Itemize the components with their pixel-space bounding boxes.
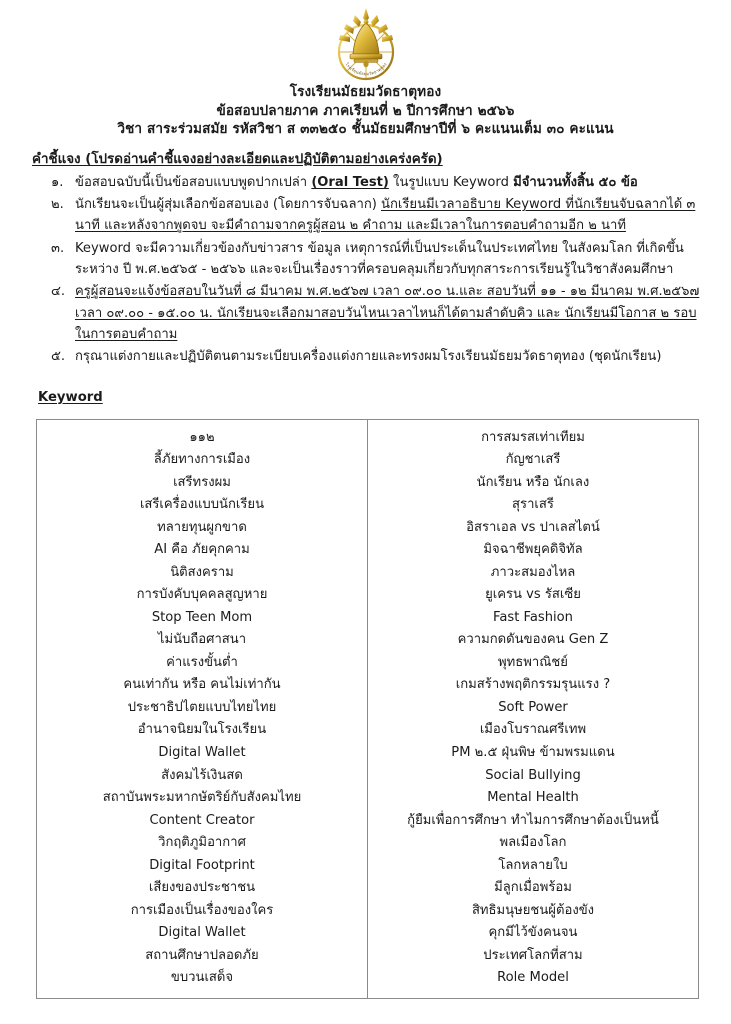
keyword-item: สุราเสรี <box>512 497 554 513</box>
instruction-text <box>75 194 707 237</box>
keyword-item: สิทธิมนุษยชนผู้ต้องขัง <box>471 902 595 918</box>
keyword-item: Fast Fashion <box>493 609 573 625</box>
school-bell-emblem-icon <box>329 6 403 86</box>
keyword-item: กู้ยืมเพื่อการศึกษา ทำไมการศึกษาต้องเป็นหนี้ <box>407 812 659 828</box>
instruction-text <box>75 238 707 281</box>
keyword-item: คนเท่ากัน หรือ คนไม่เท่ากัน <box>123 677 281 693</box>
instruction-text-run: ในรูปแบบ Keyword <box>388 174 514 190</box>
instruction-text-run: มีจำนวนทั้งสิ้น ๕๐ ข้อ <box>513 174 638 190</box>
keyword-item: นิติสงคราม <box>170 564 234 580</box>
keyword-right-list <box>374 427 692 990</box>
instruction-item <box>33 172 707 193</box>
keyword-item: AI คือ ภัยคุกคาม <box>154 542 250 558</box>
instruction-text-run: นักเรียนจะเป็นผู้สุ่มเลือกข้อสอบเอง (โดยการจับฉลาก) <box>75 197 382 213</box>
keyword-section-label: Keyword <box>38 389 103 405</box>
instruction-text-run: นักเรียนมีเวลาอธิบาย Keyword ที่นักเรียนจับฉลากได้ ๓ นาที และหลังจากพูดจบ จะมีคำถามจากครูผู้สอน ๒ คำถาม และมีเวลาในการตอบคำถามอีก ๒ นาที <box>75 197 696 234</box>
keyword-item: เสรีทรงผม <box>173 474 231 490</box>
instruction-text-run: Keyword จะมีความเกี่ยวข้องกับข่าวสาร ข้อมูล เหตุการณ์ที่เป็นประเด็นในประเทศไทย ในสังคมโลก ที่เกิดขึ้นระหว่าง ปี พ.ศ.๒๕๖๕ - ๒๕๖๖ และจะเป็นเรื่องราวที่ครอบคลุมเกี่ยวกับทุกสาระการเรียนรู้ในวิชาสังคมศึกษา <box>75 240 684 278</box>
keyword-item: Stop Teen Mom <box>151 609 253 625</box>
instruction-text <box>75 172 707 193</box>
keyword-item: มิจฉาชีพยุคดิจิทัล <box>483 542 583 558</box>
logo-container <box>0 0 731 84</box>
instruction-number: ๕. <box>51 349 66 365</box>
keyword-item: นักเรียน หรือ นักเลง <box>476 474 590 490</box>
instruction-text-run: (Oral Test) <box>311 174 389 190</box>
keyword-item: อิสราเอล vs ปาเลสไตน์ <box>466 519 600 535</box>
keyword-item: Mental Health <box>487 790 579 806</box>
instruction-text-run: ข้อสอบฉบับนี้เป็นข้อสอบแบบพูดปากเปล่า <box>75 174 312 190</box>
instructions-heading: คำชี้แจง (โปรดอ่านคำชี้แจงอย่างละเอียดและปฏิบัติตามอย่างเคร่งครัด) <box>32 151 443 167</box>
keyword-item: ไม่นับถือศาสนา <box>157 632 247 648</box>
keyword-item: ๑๑๒ <box>189 429 215 445</box>
keyword-item: เสรีเครื่องแบบนักเรียน <box>139 497 265 513</box>
school-name: โรงเรียนมัธยมวัดธาตุทอง <box>289 84 442 100</box>
keyword-item: สถานศึกษาปลอดภัย <box>145 947 259 963</box>
keyword-item: Content Creator <box>149 812 255 828</box>
keyword-table-container <box>0 419 731 999</box>
svg-text:โรงเรียนมัธยมวัดธาตุทอง: โรงเรียนมัธยมวัดธาตุทอง <box>343 61 388 77</box>
keyword-item: ความกดดันของคน Gen Z <box>457 632 609 648</box>
keyword-item: เกมสร้างพฤติกรรมรุนแรง ? <box>455 677 611 693</box>
instruction-item <box>33 194 707 237</box>
keyword-item: การเมืองเป็นเรื่องของใคร <box>130 902 274 918</box>
keyword-item: Role Model <box>497 970 569 986</box>
keyword-item: เมืองโบราณศรีเทพ <box>479 722 587 738</box>
instruction-number: ๔. <box>51 284 66 300</box>
instruction-text <box>75 281 707 345</box>
instruction-item <box>33 281 707 345</box>
instruction-item <box>33 238 707 281</box>
keyword-item: คุกมีไว้ขังคนจน <box>488 925 578 941</box>
keyword-left-list <box>43 427 361 990</box>
instruction-number: ๒. <box>51 197 64 213</box>
keyword-item: พุทธพาณิชย์ <box>498 654 568 670</box>
keyword-left-cell <box>37 419 368 998</box>
instructions-section <box>0 148 731 368</box>
keyword-item: ทลายทุนผูกขาด <box>157 519 247 535</box>
keyword-item: PM ๒.๕ ฝุ่นพิษ ข้ามพรมแดน <box>451 744 615 760</box>
keyword-item: ยูเครน vs รัสเซีย <box>485 587 581 603</box>
keyword-item: การบังคับบุคคลสูญหาย <box>136 587 268 603</box>
keyword-item: ประเทศโลกที่สาม <box>483 947 583 963</box>
keyword-item: มีลูกเมื่อพร้อม <box>494 880 572 896</box>
keyword-item: ค่าแรงขั้นต่ำ <box>166 654 238 670</box>
keyword-item: กัญชาเสรี <box>505 452 561 468</box>
keyword-item: สถาบันพระมหากษัตริย์กับสังคมไทย <box>102 790 302 806</box>
keyword-item: สังคมไร้เงินสด <box>161 767 243 783</box>
keyword-item: ลี้ภัยทางการเมือง <box>153 452 251 468</box>
keyword-item: Digital Wallet <box>158 925 246 941</box>
instruction-number: ๓. <box>51 240 65 256</box>
exam-term-line: ข้อสอบปลายภาค ภาคเรียนที่ ๒ ปีการศึกษา ๒๕๖๖ <box>216 102 515 119</box>
keyword-item: Digital Wallet <box>158 744 246 760</box>
keyword-item: Soft Power <box>498 699 568 715</box>
keyword-item: Digital Footprint <box>149 857 255 873</box>
keyword-item: เสียงของประชาชน <box>148 880 256 896</box>
subject-code-line: วิชา สาระร่วมสมัย รหัสวิชา ส ๓๓๒๕๐ ชั้นมัธยมศึกษาปีที่ ๖ คะแนนเต็ม ๓๐ คะแนน <box>117 120 614 137</box>
table-row <box>37 419 699 998</box>
keyword-right-cell <box>368 419 699 998</box>
instruction-text-run: กรุณาแต่งกายและปฏิบัติตนตามระเบียบเครื่องแต่งกายและทรงผมโรงเรียนมัธยมวัดธาตุทอง (ชุดนักเรียน) <box>75 349 662 365</box>
instruction-text <box>75 346 707 367</box>
instruction-number: ๑. <box>51 174 64 190</box>
keyword-table <box>36 419 699 999</box>
keyword-item: Social Bullying <box>485 767 581 783</box>
instructions-list <box>33 172 707 368</box>
keyword-item: พลเมืองโลก <box>499 835 567 851</box>
instruction-item <box>33 346 707 367</box>
keyword-item: ประชาธิปไตยแบบไทยไทย <box>127 699 277 715</box>
keyword-item: ภาวะสมองไหล <box>490 564 576 580</box>
keyword-item: ขบวนเสด็จ <box>170 970 234 986</box>
keyword-item: การสมรสเท่าเทียม <box>481 429 585 445</box>
document-header <box>0 84 731 139</box>
instruction-text-run: ครูผู้สอนจะแจ้งข้อสอบในวันที่ ๘ มีนาคม พ.ศ.๒๕๖๗ เวลา ๐๙.๐๐ น.และ สอบวันที่ ๑๑ - ๑๒ มีนาคม พ.ศ.๒๕๖๗ เวลา ๐๙.๐๐ - ๑๕.๐๐ น. นักเรียนจะเลือกมาสอบวันไหนเวลาไหนก็ได้ตามลำดับคิว และ นักเรียนมีโอกาส ๒ รอบ ในการตอบคำถาม <box>75 284 700 343</box>
keyword-item: โลกหลายใบ <box>498 857 568 873</box>
keyword-item: วิกฤติภูมิอากาศ <box>158 835 246 851</box>
keyword-item: อำนาจนิยมในโรงเรียน <box>137 722 267 738</box>
